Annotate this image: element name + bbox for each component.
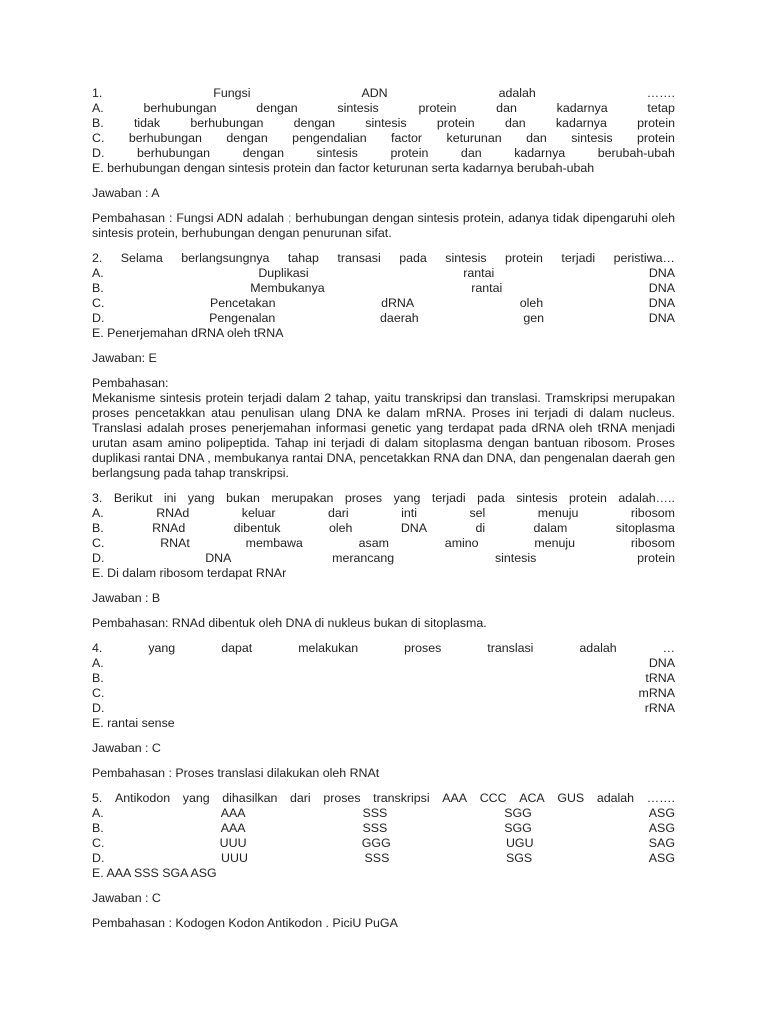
item-marker: C. — [92, 686, 105, 700]
word: Selama — [120, 251, 163, 265]
word: dapat — [221, 641, 253, 655]
word: protein — [569, 491, 607, 505]
word: kadarnya — [555, 116, 607, 130]
item-marker: A. — [92, 806, 104, 820]
word: Pengenalan — [209, 311, 276, 325]
option-e: E. Di dalam ribosom terdapat RNAr — [92, 566, 287, 580]
word: UUU — [219, 836, 247, 850]
item-marker: 5. — [92, 791, 103, 805]
explanation-start: Pembahasan : Fungsi ADN adalah — [92, 211, 289, 225]
word: proses — [404, 641, 442, 655]
option-e: E. rantai sense — [92, 716, 175, 730]
question-5 — [92, 791, 675, 931]
word: dengan — [256, 101, 298, 115]
explanation: Pembahasan: RNAd dibentuk oleh DNA di nukleus bukan di sitoplasma. — [92, 616, 487, 630]
word: di — [475, 521, 486, 535]
word: terjadi — [561, 251, 596, 265]
option-b — [92, 116, 675, 131]
word: dan — [504, 116, 526, 130]
word: DNA — [648, 296, 675, 310]
item-marker: B. — [92, 116, 104, 130]
question-text — [92, 641, 675, 656]
option-e: E. Penerjemahan dRNA oleh tRNA — [92, 326, 284, 340]
option-b — [92, 671, 675, 686]
word: ……. — [646, 86, 675, 100]
word: berhubungan — [128, 131, 202, 145]
word: berhubungan — [143, 101, 217, 115]
option-b — [92, 821, 675, 836]
word: kadarnya — [556, 101, 608, 115]
option-e: E. AAA SSS SGA ASG — [92, 866, 217, 880]
word: merupakan — [271, 491, 334, 505]
word: dalam — [533, 521, 568, 535]
word: translasi — [487, 641, 534, 655]
option-b — [92, 281, 675, 296]
word: AAA — [220, 821, 246, 835]
word: AAA — [220, 806, 246, 820]
word: bukan — [226, 491, 260, 505]
word: DNA — [205, 551, 232, 565]
word: Pencetakan — [210, 296, 276, 310]
item-marker: A. — [92, 266, 104, 280]
question-text — [92, 491, 675, 506]
item-marker: D. — [92, 851, 105, 865]
item-marker: A. — [92, 101, 104, 115]
word: DNA — [648, 281, 675, 295]
word: proses — [344, 491, 383, 505]
word: sintesis — [494, 551, 537, 565]
word: dRNA — [381, 296, 415, 310]
word: protein — [637, 131, 675, 145]
word: SGS — [505, 851, 533, 865]
option-d — [92, 551, 675, 566]
word: DNA — [648, 266, 675, 280]
word: SSS — [362, 806, 388, 820]
word: DNA — [648, 311, 675, 325]
word: Duplikasi — [258, 266, 309, 280]
explanation-title: Pembahasan: — [92, 376, 169, 390]
word: DNA — [648, 656, 675, 670]
word: transasi — [337, 251, 381, 265]
option-c — [92, 131, 675, 146]
item-marker: 1. — [92, 86, 103, 100]
item-marker: A. — [92, 656, 104, 670]
word: RNAd — [156, 506, 190, 520]
word: dihasilkan — [222, 791, 278, 805]
item-marker: C. — [92, 296, 105, 310]
word: adalah — [579, 641, 617, 655]
word: dari — [327, 506, 349, 520]
word: sintesis — [316, 146, 358, 160]
explanation: Mekanisme sintesis protein terjadi dalam 2 tahap, yaitu transkripsi dan translasi. Tramskripsi merupakan proses pencetakkan atau penulisan ulang DNA ke dalam mRNA. Proses ini terjadi di dalam nucleus. Translasi adalah proses penerjemahan informasi genetic yang terdapat pada dRNA oleh tRNA menjadi urutan asam amino polipeptida. Tahap ini terjadi di dalam sitoplasma dengan bantuan ribosom. Proses duplikasi rantai DNA , membukanya rantai DNA, pencetakkan RNA dan DNA, dan pengenalan daerah gen berlangsung pada tahap transkripsi. — [92, 391, 675, 480]
word: menuju — [534, 536, 576, 550]
question-2 — [92, 251, 675, 481]
word: sintesis — [337, 101, 379, 115]
word: berubah-ubah — [597, 146, 675, 160]
option-a — [92, 506, 675, 521]
option-d — [92, 146, 675, 161]
word: ASG — [648, 806, 675, 820]
word: sitoplasma — [615, 521, 675, 535]
word: ADN — [361, 86, 388, 100]
word: Berikut — [113, 491, 153, 505]
word: tRNA — [645, 671, 675, 685]
word: gen — [523, 311, 545, 325]
word: dan — [460, 146, 482, 160]
word: protein — [505, 251, 543, 265]
item-marker: D. — [92, 701, 105, 715]
word: SSS — [362, 821, 388, 835]
item-marker: B. — [92, 281, 104, 295]
word: transkripsi — [373, 791, 430, 805]
word: protein — [436, 116, 475, 130]
word: asam — [358, 536, 389, 550]
word: ribosom — [630, 536, 675, 550]
item-marker: 3. — [92, 491, 103, 505]
word: GGG — [361, 836, 391, 850]
word: oleh — [328, 521, 353, 535]
question-text — [92, 86, 675, 101]
word: … — [662, 641, 675, 655]
item-marker: D. — [92, 311, 105, 325]
word: dari — [290, 791, 311, 805]
word: pengendalian — [292, 131, 367, 145]
word: AAA — [442, 791, 468, 805]
word: UUU — [221, 851, 248, 865]
word: sintesis — [516, 491, 558, 505]
word: dan — [526, 131, 547, 145]
question-1 — [92, 86, 675, 241]
word: dengan — [242, 146, 284, 160]
item-marker: C. — [92, 536, 105, 550]
word: yang — [148, 641, 176, 655]
item-marker: D. — [92, 146, 105, 160]
item-marker: B. — [92, 821, 104, 835]
word: CCC — [479, 791, 507, 805]
word: dan — [496, 101, 517, 115]
word: Antikodon — [114, 791, 171, 805]
option-e: E. berhubungan dengan sintesis protein dan factor keturunan serta kadarnya berubah-ubah — [92, 161, 595, 175]
option-c — [92, 686, 675, 701]
word: tetap — [647, 101, 675, 115]
word: ini — [163, 491, 177, 505]
word: yang — [393, 491, 421, 505]
word: protein — [637, 551, 675, 565]
word: berlangsungnya — [181, 251, 270, 265]
word: protein — [418, 101, 457, 115]
word: amino — [444, 536, 479, 550]
word: ASG — [648, 851, 675, 865]
word: DNA — [400, 521, 427, 535]
word: daerah — [380, 311, 419, 325]
word: ……. — [646, 791, 675, 805]
option-c — [92, 536, 675, 551]
answer: Jawaban : B — [92, 591, 161, 605]
explanation-mark: ; — [288, 211, 292, 225]
explanation-rest: berhubungan dengan sintesis protein, adanya tidak dipengaruhi oleh sintesis protein, berhubungan dengan penurunan sifat. — [92, 211, 675, 240]
word: ACA — [519, 791, 545, 805]
word: mRNA — [638, 686, 675, 700]
option-a — [92, 101, 675, 116]
word: adalah….. — [618, 491, 675, 505]
word: Membukanya — [250, 281, 325, 295]
word: tidak — [133, 116, 161, 130]
item-marker: C. — [92, 131, 105, 145]
word: inti — [401, 506, 417, 520]
word: pada — [477, 491, 505, 505]
option-a — [92, 266, 675, 281]
question-text — [92, 251, 675, 266]
word: UGU — [505, 836, 534, 850]
word: melakukan — [298, 641, 359, 655]
word: RNAt — [160, 536, 190, 550]
word: SSS — [364, 851, 390, 865]
word: menuju — [537, 506, 579, 520]
answer: Jawaban: E — [92, 351, 157, 365]
word: factor — [391, 131, 423, 145]
word: sel — [469, 506, 486, 520]
word: sintesis — [365, 116, 407, 130]
word: GUS — [557, 791, 585, 805]
option-d — [92, 701, 675, 716]
word: keturunan — [446, 131, 502, 145]
word: berhubungan — [136, 146, 211, 160]
word: dengan — [293, 116, 336, 130]
word: peristiwa… — [613, 251, 675, 265]
word: RNAd — [152, 521, 186, 535]
explanation: Pembahasan : Proses translasi dilakukan oleh RNAt — [92, 766, 380, 780]
item-marker: 4. — [92, 641, 103, 655]
word: SGG — [504, 806, 532, 820]
question-3 — [92, 491, 675, 631]
word: kadarnya — [514, 146, 566, 160]
word: rantai — [471, 281, 503, 295]
word: adalah — [498, 86, 536, 100]
word: oleh — [519, 296, 544, 310]
word: SAG — [648, 836, 675, 850]
option-d — [92, 311, 675, 326]
option-c — [92, 836, 675, 851]
word: yang — [182, 791, 210, 805]
word: Fungsi — [213, 86, 251, 100]
word: protein — [390, 146, 429, 160]
word: tahap — [287, 251, 319, 265]
word: rRNA — [644, 701, 675, 715]
explanation — [92, 211, 675, 241]
word: sintesis — [445, 251, 487, 265]
item-marker: A. — [92, 506, 104, 520]
word: terjadi — [431, 491, 466, 505]
word: adalah — [596, 791, 635, 805]
word: pada — [399, 251, 427, 265]
item-marker: C. — [92, 836, 105, 850]
word: yang — [187, 491, 215, 505]
word: dibentuk — [233, 521, 281, 535]
word: sintesis — [571, 131, 613, 145]
answer: Jawaban : C — [92, 891, 161, 905]
option-d — [92, 851, 675, 866]
option-c — [92, 296, 675, 311]
question-4 — [92, 641, 675, 781]
option-b — [92, 521, 675, 536]
word: merancang — [332, 551, 395, 565]
word: keluar — [241, 506, 276, 520]
explanation: Pembahasan : Kodogen Kodon Antikodon . PiciU PuGA — [92, 916, 398, 930]
word: protein — [637, 116, 675, 130]
item-marker: B. — [92, 671, 104, 685]
answer: Jawaban : C — [92, 741, 161, 755]
option-a — [92, 656, 675, 671]
word: rantai — [463, 266, 495, 280]
item-marker: B. — [92, 521, 104, 535]
word: berhubungan — [190, 116, 264, 130]
word: dengan — [226, 131, 268, 145]
word: ribosom — [630, 506, 675, 520]
document-page — [92, 86, 675, 931]
item-marker: D. — [92, 551, 105, 565]
word: proses — [323, 791, 361, 805]
option-a — [92, 806, 675, 821]
word: membawa — [245, 536, 303, 550]
answer: Jawaban : A — [92, 186, 160, 200]
item-marker: 2. — [92, 251, 103, 265]
word: SGG — [504, 821, 532, 835]
question-text — [92, 791, 675, 806]
word: ASG — [648, 821, 675, 835]
